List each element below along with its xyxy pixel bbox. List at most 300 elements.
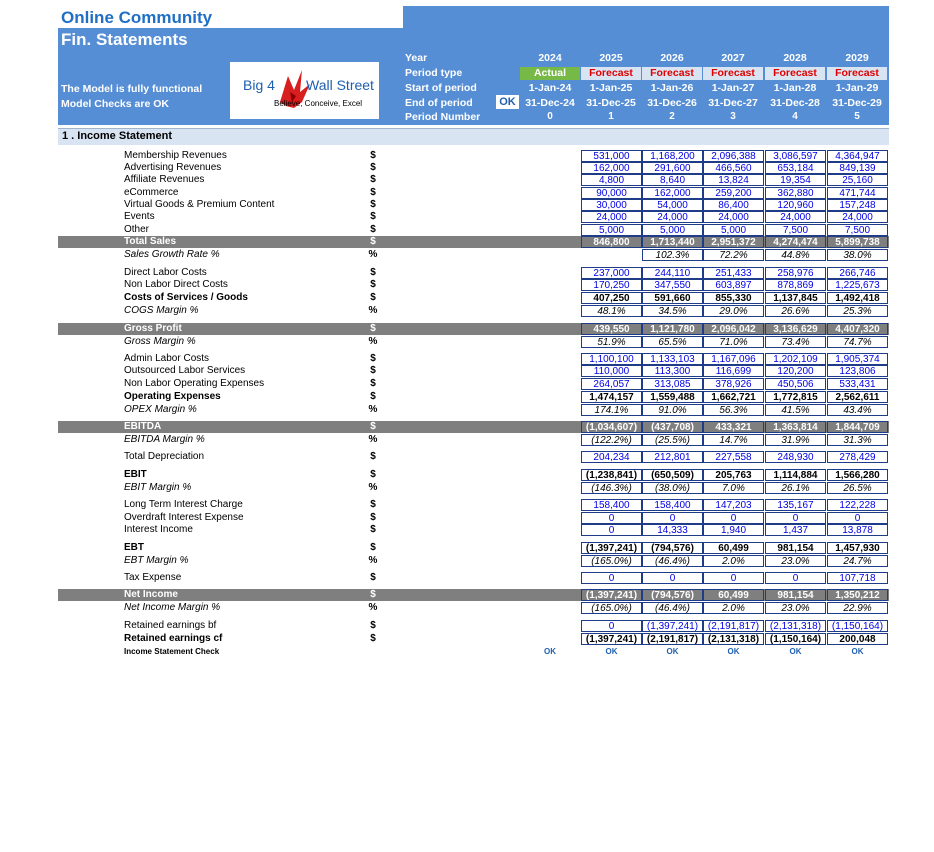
value-cell: 73.4% xyxy=(765,336,826,348)
page-subtitle: Fin. Statements xyxy=(61,30,188,49)
value-cell: 362,880 xyxy=(765,187,826,199)
header-start-2028: 1-Jan-28 xyxy=(773,82,817,94)
value-cell: 0 xyxy=(703,572,764,584)
table-row xyxy=(58,451,889,463)
value-cell: 4,407,320 xyxy=(827,323,888,335)
end-period-label: End of period xyxy=(405,97,473,109)
row-unit: % xyxy=(368,249,378,260)
row-unit: $ xyxy=(370,353,376,364)
row-unit: $ xyxy=(370,279,376,290)
row-label: Retained earnings cf xyxy=(124,633,223,644)
value-cell: 849,139 xyxy=(827,162,888,174)
header-num-2028: 4 xyxy=(792,111,798,122)
value-cell: 450,506 xyxy=(765,378,826,390)
row-unit: $ xyxy=(370,378,376,389)
row-label: OPEX Margin % xyxy=(124,404,197,415)
value-cell: 0 xyxy=(703,512,764,524)
table-row xyxy=(58,404,889,416)
value-cell: 1,844,709 xyxy=(827,421,888,433)
row-label: EBIT xyxy=(124,469,147,480)
model-status-line1: The Model is fully functional xyxy=(61,83,203,95)
row-label: Tax Expense xyxy=(124,572,182,583)
value-cell: 19,354 xyxy=(765,174,826,186)
value-cell: (165.0%) xyxy=(581,555,642,567)
value-cell: 471,744 xyxy=(827,187,888,199)
table-row xyxy=(58,323,889,335)
table-row xyxy=(58,365,889,377)
value-cell: 0 xyxy=(827,512,888,524)
value-cell: 65.5% xyxy=(642,336,703,348)
table-row xyxy=(58,572,889,584)
value-cell: 603,897 xyxy=(703,279,764,291)
value-cell: 259,200 xyxy=(703,187,764,199)
header-num-2027: 3 xyxy=(730,111,736,122)
row-unit: $ xyxy=(370,187,376,198)
value-cell: (2,131,318) xyxy=(703,633,764,645)
row-unit: $ xyxy=(370,323,376,334)
value-cell: 278,429 xyxy=(827,451,888,463)
table-row xyxy=(58,524,889,536)
value-cell: 120,960 xyxy=(765,199,826,211)
row-label: Non Labor Operating Expenses xyxy=(124,378,265,389)
value-cell: (2,191,817) xyxy=(642,633,703,645)
value-cell: 29.0% xyxy=(703,305,764,317)
value-cell: 71.0% xyxy=(703,336,764,348)
value-cell: 23.0% xyxy=(765,555,826,567)
table-row xyxy=(58,236,889,248)
header-start-2026: 1-Jan-26 xyxy=(650,82,694,94)
row-label: Virtual Goods & Premium Content xyxy=(124,199,275,210)
value-cell: OK xyxy=(851,647,864,656)
row-label: Interest Income xyxy=(124,524,193,535)
header-start-2024: 1-Jan-24 xyxy=(528,82,572,94)
header-type-2028: Forecast xyxy=(765,67,825,80)
value-cell: (165.0%) xyxy=(581,602,642,614)
table-row xyxy=(58,336,889,348)
row-label: Affiliate Revenues xyxy=(124,174,205,185)
value-cell: 0 xyxy=(581,620,642,632)
value-cell: 54,000 xyxy=(642,199,703,211)
value-cell: 1,114,884 xyxy=(765,469,826,481)
row-unit: % xyxy=(368,434,378,445)
value-cell: (46.4%) xyxy=(642,555,703,567)
row-unit: $ xyxy=(370,633,376,644)
row-unit: $ xyxy=(370,451,376,462)
header-num-2025: 1 xyxy=(608,111,614,122)
value-cell: 5,000 xyxy=(642,224,703,236)
table-row xyxy=(58,150,889,162)
value-cell: 7.0% xyxy=(703,482,764,494)
value-cell: 25,160 xyxy=(827,174,888,186)
row-label: Income Statement Check xyxy=(124,647,220,656)
table-row xyxy=(58,602,889,614)
value-cell: (122.2%) xyxy=(581,434,642,446)
row-label: Admin Labor Costs xyxy=(124,353,210,364)
value-cell: 158,400 xyxy=(581,499,642,511)
value-cell: 5,899,738 xyxy=(827,236,888,248)
value-cell: OK xyxy=(727,647,740,656)
value-cell: (1,397,241) xyxy=(581,589,642,601)
value-cell: 72.2% xyxy=(703,249,764,261)
value-cell: (794,576) xyxy=(642,542,703,554)
value-cell: 24,000 xyxy=(765,211,826,223)
value-cell: 2,096,042 xyxy=(703,323,764,335)
value-cell: 48.1% xyxy=(581,305,642,317)
value-cell: (46.4%) xyxy=(642,602,703,614)
value-cell: 22.9% xyxy=(827,602,888,614)
value-cell: 162,000 xyxy=(642,187,703,199)
model-status xyxy=(61,82,202,112)
value-cell: 1,559,488 xyxy=(642,391,703,403)
header-type-2025: Forecast xyxy=(581,67,641,80)
value-cell: 51.9% xyxy=(581,336,642,348)
value-cell xyxy=(581,249,642,261)
row-unit: $ xyxy=(370,542,376,553)
value-cell: 248,930 xyxy=(765,451,826,463)
row-unit: $ xyxy=(370,589,376,600)
table-row xyxy=(58,620,889,632)
table-row xyxy=(58,211,889,223)
value-cell: 1,457,930 xyxy=(827,542,888,554)
row-unit: $ xyxy=(370,512,376,523)
value-cell: 13,878 xyxy=(827,524,888,536)
row-label: COGS Margin % xyxy=(124,305,199,316)
table-row xyxy=(58,378,889,390)
value-cell: (1,397,241) xyxy=(642,620,703,632)
value-cell: 1,202,109 xyxy=(765,353,826,365)
value-cell: 107,718 xyxy=(827,572,888,584)
header-ok-badge: OK xyxy=(496,95,519,109)
value-cell: 0 xyxy=(765,512,826,524)
header-end-2024: 31-Dec-24 xyxy=(525,97,575,109)
value-cell: 347,550 xyxy=(642,279,703,291)
value-cell: 1,905,374 xyxy=(827,353,888,365)
table-row xyxy=(58,305,889,317)
value-cell: 5,000 xyxy=(703,224,764,236)
value-cell: 23.0% xyxy=(765,602,826,614)
value-cell: 1,350,212 xyxy=(827,589,888,601)
value-cell: 204,234 xyxy=(581,451,642,463)
table-row xyxy=(58,589,889,601)
value-cell: 116,699 xyxy=(703,365,764,377)
table-row xyxy=(58,187,889,199)
value-cell: 855,330 xyxy=(703,292,764,304)
value-cell: (1,397,241) xyxy=(581,633,642,645)
period-number-label: Period Number xyxy=(405,111,481,123)
value-cell: 30,000 xyxy=(581,199,642,211)
table-row xyxy=(58,555,889,567)
value-cell: 653,184 xyxy=(765,162,826,174)
row-label: EBITDA xyxy=(124,421,162,432)
value-cell: 1,474,157 xyxy=(581,391,642,403)
value-cell: 0 xyxy=(642,512,703,524)
value-cell: 24,000 xyxy=(642,211,703,223)
row-unit: % xyxy=(368,336,378,347)
row-unit: $ xyxy=(370,365,376,376)
section-title-income-statement: 1 . Income Statement xyxy=(62,130,173,142)
value-cell: 44.8% xyxy=(765,249,826,261)
table-row xyxy=(58,469,889,481)
value-cell: 1,437 xyxy=(765,524,826,536)
value-cell: 878,869 xyxy=(765,279,826,291)
value-cell: (25.5%) xyxy=(642,434,703,446)
value-cell: 0 xyxy=(581,524,642,536)
table-row xyxy=(58,224,889,236)
value-cell: 1,772,815 xyxy=(765,391,826,403)
row-unit: $ xyxy=(370,499,376,510)
header-end-2027: 31-Dec-27 xyxy=(708,97,758,109)
row-label: Long Term Interest Charge xyxy=(124,499,243,510)
value-cell: 1,168,200 xyxy=(642,150,703,162)
header-year-2029: 2029 xyxy=(845,52,869,64)
row-label: eCommerce xyxy=(124,187,179,198)
value-cell: 120,200 xyxy=(765,365,826,377)
value-cell: 135,167 xyxy=(765,499,826,511)
value-cell: 200,048 xyxy=(827,633,888,645)
row-unit: % xyxy=(368,404,378,415)
table-row xyxy=(58,499,889,511)
value-cell: (1,034,607) xyxy=(581,421,642,433)
check-ok-first: OK xyxy=(544,647,556,656)
header-start-2025: 1-Jan-25 xyxy=(589,82,633,94)
row-label: Costs of Services / Goods xyxy=(124,292,248,303)
value-cell: 0 xyxy=(581,512,642,524)
row-label: Events xyxy=(124,211,155,222)
table-row xyxy=(58,633,889,645)
value-cell: (38.0%) xyxy=(642,482,703,494)
value-cell: 102.3% xyxy=(642,249,703,261)
value-cell: 3,136,629 xyxy=(765,323,826,335)
table-row xyxy=(58,482,889,494)
value-cell: (1,150,164) xyxy=(765,633,826,645)
big4-wallstreet-logo xyxy=(230,62,379,119)
row-unit: $ xyxy=(370,421,376,432)
value-cell: (794,576) xyxy=(642,589,703,601)
value-cell: 1,662,721 xyxy=(703,391,764,403)
value-cell: 91.0% xyxy=(642,404,703,416)
value-cell: 1,225,673 xyxy=(827,279,888,291)
header-end-2026: 31-Dec-26 xyxy=(647,97,697,109)
value-cell: 1,100,100 xyxy=(581,353,642,365)
row-label: Gross Profit xyxy=(124,323,182,334)
value-cell: (2,191,817) xyxy=(703,620,764,632)
row-label: EBITDA Margin % xyxy=(124,434,205,445)
value-cell: 266,746 xyxy=(827,267,888,279)
value-cell: 1,940 xyxy=(703,524,764,536)
value-cell: 74.7% xyxy=(827,336,888,348)
value-cell: 14,333 xyxy=(642,524,703,536)
value-cell: 981,154 xyxy=(765,542,826,554)
value-cell: 846,800 xyxy=(581,236,642,248)
value-cell: 2.0% xyxy=(703,555,764,567)
value-cell: 0 xyxy=(581,572,642,584)
value-cell: 313,085 xyxy=(642,378,703,390)
value-cell: 13,824 xyxy=(703,174,764,186)
value-cell: (1,397,241) xyxy=(581,542,642,554)
row-unit: $ xyxy=(370,469,376,480)
table-row xyxy=(58,646,889,658)
value-cell: 1,121,780 xyxy=(642,323,703,335)
value-cell: 439,550 xyxy=(581,323,642,335)
row-label: Non Labor Direct Costs xyxy=(124,279,228,290)
value-cell: 981,154 xyxy=(765,589,826,601)
header-year-2026: 2026 xyxy=(660,52,684,64)
table-row xyxy=(58,353,889,365)
value-cell: 24.7% xyxy=(827,555,888,567)
row-label: Net Income Margin % xyxy=(124,602,221,613)
value-cell: 158,400 xyxy=(642,499,703,511)
header-start-2027: 1-Jan-27 xyxy=(711,82,755,94)
value-cell: 26.1% xyxy=(765,482,826,494)
value-cell: OK xyxy=(666,647,679,656)
row-label: Total Depreciation xyxy=(124,451,205,462)
row-label: Total Sales xyxy=(124,236,177,247)
row-unit: % xyxy=(368,602,378,613)
row-unit: % xyxy=(368,555,378,566)
value-cell: 157,248 xyxy=(827,199,888,211)
row-unit: $ xyxy=(370,211,376,222)
page-title: Online Community xyxy=(61,8,402,28)
value-cell: (437,708) xyxy=(642,421,703,433)
table-row xyxy=(58,421,889,433)
value-cell: 2.0% xyxy=(703,602,764,614)
row-unit: $ xyxy=(370,524,376,535)
value-cell: 291,600 xyxy=(642,162,703,174)
value-cell: 1,137,845 xyxy=(765,292,826,304)
row-unit: $ xyxy=(370,292,376,303)
row-unit: % xyxy=(368,482,378,493)
row-unit: $ xyxy=(370,236,376,247)
header-num-2029: 5 xyxy=(854,111,860,122)
row-unit: $ xyxy=(370,620,376,631)
value-cell: 1,363,814 xyxy=(765,421,826,433)
value-cell: 466,560 xyxy=(703,162,764,174)
value-cell: 38.0% xyxy=(827,249,888,261)
row-unit: $ xyxy=(370,391,376,402)
row-label: EBIT Margin % xyxy=(124,482,192,493)
table-row xyxy=(58,434,889,446)
value-cell: 41.5% xyxy=(765,404,826,416)
table-row xyxy=(58,174,889,186)
period-type-label: Period type xyxy=(405,67,463,79)
value-cell: 5,000 xyxy=(581,224,642,236)
table-row xyxy=(58,391,889,403)
header-type-2024: Actual xyxy=(520,67,580,80)
table-row xyxy=(58,267,889,279)
row-unit: $ xyxy=(370,174,376,185)
value-cell: 407,250 xyxy=(581,292,642,304)
row-label: Gross Margin % xyxy=(124,336,196,347)
header-type-2026: Forecast xyxy=(642,67,702,80)
value-cell: 264,057 xyxy=(581,378,642,390)
header-year-2028: 2028 xyxy=(783,52,807,64)
value-cell: 1,566,280 xyxy=(827,469,888,481)
header-num-2026: 2 xyxy=(669,111,675,122)
row-unit: $ xyxy=(370,224,376,235)
value-cell: 244,110 xyxy=(642,267,703,279)
value-cell: 1,713,440 xyxy=(642,236,703,248)
value-cell: 14.7% xyxy=(703,434,764,446)
value-cell: 0 xyxy=(765,572,826,584)
value-cell: 24,000 xyxy=(581,211,642,223)
value-cell: 0 xyxy=(642,572,703,584)
value-cell: 8,640 xyxy=(642,174,703,186)
value-cell: 113,300 xyxy=(642,365,703,377)
value-cell: 147,203 xyxy=(703,499,764,511)
value-cell: (650,509) xyxy=(642,469,703,481)
row-label: Overdraft Interest Expense xyxy=(124,512,244,523)
value-cell: 110,000 xyxy=(581,365,642,377)
row-label: Retained earnings bf xyxy=(124,620,217,631)
value-cell: OK xyxy=(789,647,802,656)
value-cell: 212,801 xyxy=(642,451,703,463)
value-cell: 26.6% xyxy=(765,305,826,317)
table-row xyxy=(58,162,889,174)
row-unit: % xyxy=(368,305,378,316)
value-cell: 4,800 xyxy=(581,174,642,186)
model-status-line2: Model Checks are OK xyxy=(61,98,169,110)
value-cell: 227,558 xyxy=(703,451,764,463)
value-cell: 7,500 xyxy=(827,224,888,236)
value-cell: 4,274,474 xyxy=(765,236,826,248)
value-cell: (2,131,318) xyxy=(765,620,826,632)
row-unit: $ xyxy=(370,267,376,278)
value-cell: 7,500 xyxy=(765,224,826,236)
row-unit: $ xyxy=(370,150,376,161)
row-label: Net Income xyxy=(124,589,178,600)
value-cell: 3,086,597 xyxy=(765,150,826,162)
value-cell: 237,000 xyxy=(581,267,642,279)
value-cell: (1,150,164) xyxy=(827,620,888,632)
value-cell: 258,976 xyxy=(765,267,826,279)
value-cell: 25.3% xyxy=(827,305,888,317)
value-cell: (1,238,841) xyxy=(581,469,642,481)
value-cell: 531,000 xyxy=(581,150,642,162)
table-row xyxy=(58,279,889,291)
row-unit: $ xyxy=(370,162,376,173)
value-cell: 60,499 xyxy=(703,542,764,554)
row-label: EBT xyxy=(124,542,144,553)
start-period-label: Start of period xyxy=(405,82,477,94)
table-row xyxy=(58,512,889,524)
value-cell: 43.4% xyxy=(827,404,888,416)
value-cell: 1,492,418 xyxy=(827,292,888,304)
header-type-2029: Forecast xyxy=(827,67,887,80)
row-label: Outsourced Labor Services xyxy=(124,365,246,376)
table-row xyxy=(58,292,889,304)
row-label: Direct Labor Costs xyxy=(124,267,207,278)
section-band xyxy=(58,128,889,145)
value-cell: 2,096,388 xyxy=(703,150,764,162)
value-cell: 1,167,096 xyxy=(703,353,764,365)
header-end-2028: 31-Dec-28 xyxy=(770,97,820,109)
row-label: EBT Margin % xyxy=(124,555,189,566)
value-cell: 24,000 xyxy=(827,211,888,223)
table-row xyxy=(58,249,889,261)
value-cell: 378,926 xyxy=(703,378,764,390)
row-unit: $ xyxy=(370,572,376,583)
header-year-2027: 2027 xyxy=(721,52,745,64)
value-cell: 591,660 xyxy=(642,292,703,304)
value-cell: 90,000 xyxy=(581,187,642,199)
row-unit: $ xyxy=(370,199,376,210)
value-cell: 122,228 xyxy=(827,499,888,511)
value-cell: 533,431 xyxy=(827,378,888,390)
value-cell: (146.3%) xyxy=(581,482,642,494)
value-cell: OK xyxy=(605,647,618,656)
row-label: Other xyxy=(124,224,150,235)
header-type-2027: Forecast xyxy=(703,67,763,80)
